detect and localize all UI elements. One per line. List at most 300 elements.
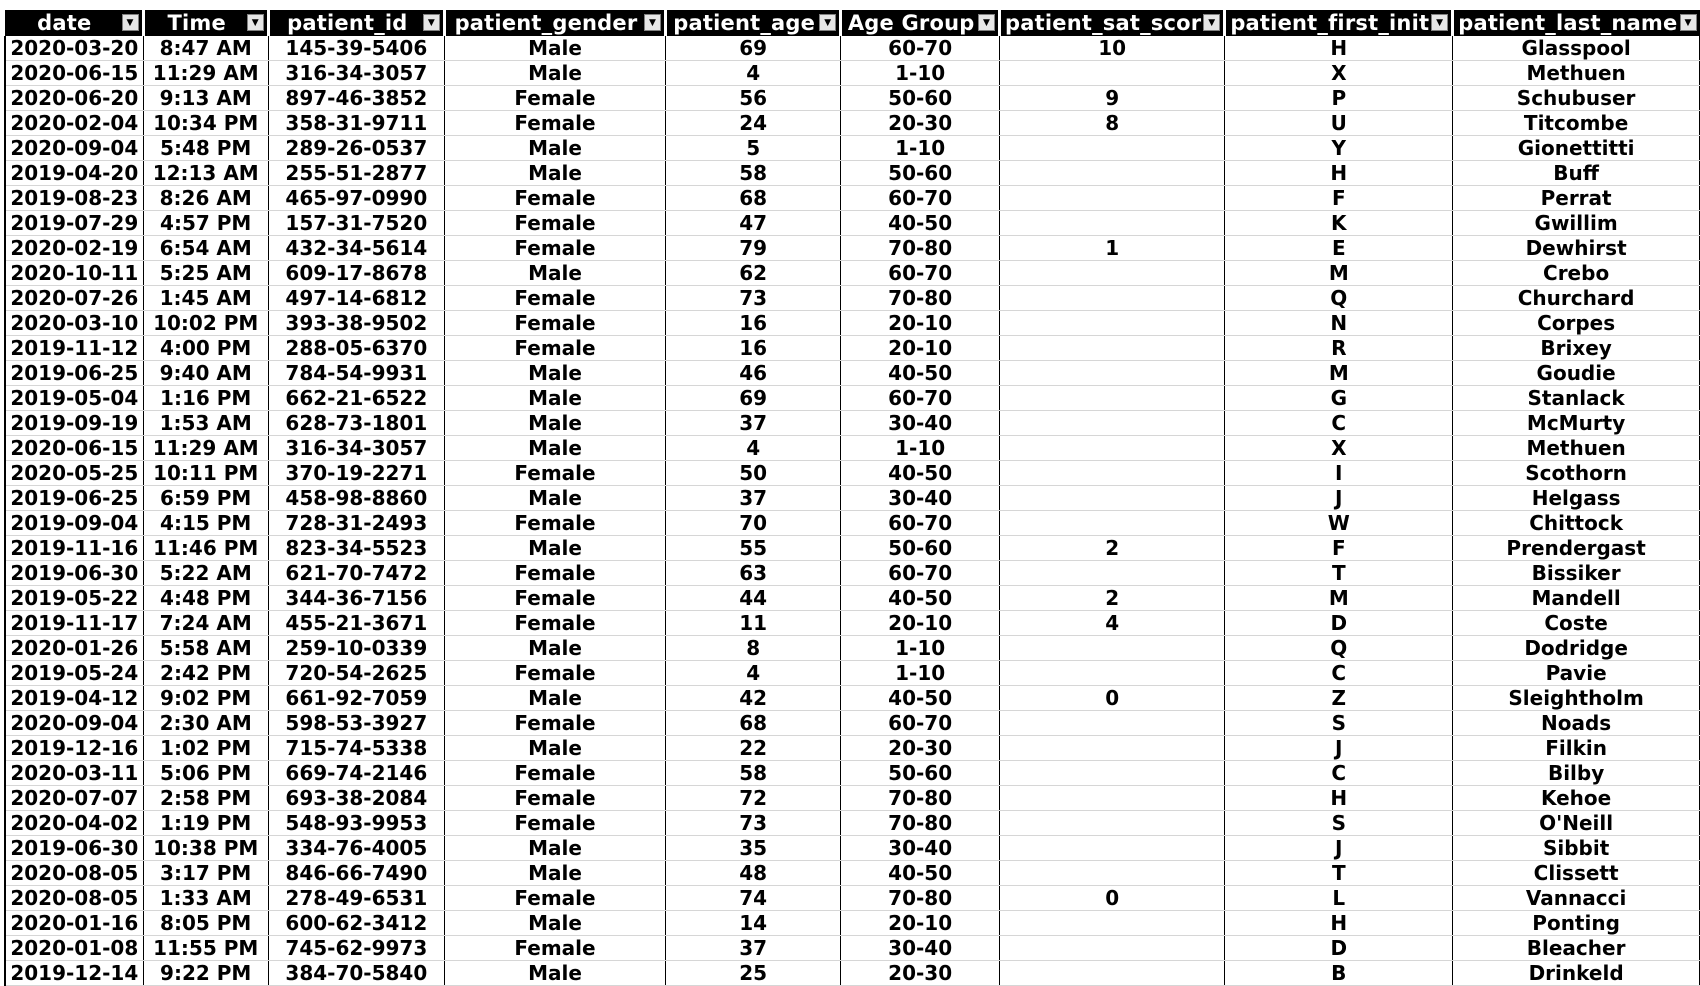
column-header-time[interactable] (143, 10, 268, 36)
cell-gender[interactable]: Female (444, 186, 665, 211)
cell-date[interactable]: 2019-04-12 (5, 686, 143, 711)
cell-gender[interactable]: Female (444, 336, 665, 361)
cell-age[interactable]: 47 (666, 211, 841, 236)
cell-time[interactable]: 6:59 PM (143, 486, 268, 511)
cell-first-initial[interactable]: R (1225, 336, 1453, 361)
cell-sat-score[interactable] (1000, 636, 1225, 661)
cell-age-group[interactable]: 1-10 (841, 636, 1000, 661)
cell-last-name[interactable]: Glasspool (1453, 36, 1700, 61)
cell-date[interactable]: 2020-09-04 (5, 136, 143, 161)
cell-age[interactable]: 62 (666, 261, 841, 286)
cell-gender[interactable]: Female (444, 786, 665, 811)
cell-patient-id[interactable]: 600-62-3412 (268, 911, 444, 936)
cell-age[interactable]: 79 (666, 236, 841, 261)
cell-time[interactable]: 11:55 PM (143, 936, 268, 961)
cell-sat-score[interactable] (1000, 711, 1225, 736)
cell-date[interactable]: 2020-06-15 (5, 436, 143, 461)
cell-first-initial[interactable]: X (1225, 61, 1453, 86)
cell-last-name[interactable]: Perrat (1453, 186, 1700, 211)
cell-time[interactable]: 9:40 AM (143, 361, 268, 386)
cell-age[interactable]: 50 (666, 461, 841, 486)
cell-gender[interactable]: Female (444, 111, 665, 136)
cell-patient-id[interactable]: 384-70-5840 (268, 961, 444, 986)
cell-patient-id[interactable]: 745-62-9973 (268, 936, 444, 961)
cell-first-initial[interactable]: B (1225, 961, 1453, 986)
cell-sat-score[interactable] (1000, 436, 1225, 461)
cell-gender[interactable]: Female (444, 886, 665, 911)
cell-gender[interactable]: Female (444, 661, 665, 686)
cell-time[interactable]: 5:22 AM (143, 561, 268, 586)
column-header-gender[interactable] (444, 10, 665, 36)
cell-time[interactable]: 9:13 AM (143, 86, 268, 111)
cell-last-name[interactable]: Filkin (1453, 736, 1700, 761)
cell-age[interactable]: 4 (666, 661, 841, 686)
cell-patient-id[interactable]: 316-34-3057 (268, 61, 444, 86)
cell-age-group[interactable]: 60-70 (841, 36, 1000, 61)
cell-first-initial[interactable]: Z (1225, 686, 1453, 711)
cell-first-initial[interactable]: H (1225, 911, 1453, 936)
cell-date[interactable]: 2019-08-23 (5, 186, 143, 211)
cell-age-group[interactable]: 1-10 (841, 661, 1000, 686)
cell-gender[interactable]: Male (444, 436, 665, 461)
cell-last-name[interactable]: Stanlack (1453, 386, 1700, 411)
cell-date[interactable]: 2019-05-24 (5, 661, 143, 686)
cell-date[interactable]: 2020-05-25 (5, 461, 143, 486)
cell-date[interactable]: 2020-04-02 (5, 811, 143, 836)
cell-first-initial[interactable]: S (1225, 711, 1453, 736)
cell-age[interactable]: 73 (666, 286, 841, 311)
column-header-last-name[interactable] (1453, 10, 1700, 36)
cell-last-name[interactable]: Gionettitti (1453, 136, 1700, 161)
cell-age[interactable]: 74 (666, 886, 841, 911)
cell-age[interactable]: 37 (666, 486, 841, 511)
cell-age[interactable]: 68 (666, 186, 841, 211)
cell-sat-score[interactable]: 2 (1000, 536, 1225, 561)
cell-first-initial[interactable]: L (1225, 886, 1453, 911)
cell-sat-score[interactable] (1000, 186, 1225, 211)
cell-date[interactable]: 2019-12-16 (5, 736, 143, 761)
cell-last-name[interactable]: Chittock (1453, 511, 1700, 536)
cell-sat-score[interactable] (1000, 161, 1225, 186)
cell-first-initial[interactable]: C (1225, 411, 1453, 436)
cell-age[interactable]: 16 (666, 311, 841, 336)
cell-gender[interactable]: Female (444, 586, 665, 611)
cell-sat-score[interactable] (1000, 836, 1225, 861)
cell-time[interactable]: 3:17 PM (143, 861, 268, 886)
cell-sat-score[interactable] (1000, 811, 1225, 836)
cell-time[interactable]: 1:45 AM (143, 286, 268, 311)
cell-time[interactable]: 10:11 PM (143, 461, 268, 486)
cell-last-name[interactable]: Prendergast (1453, 536, 1700, 561)
cell-gender[interactable]: Female (444, 561, 665, 586)
cell-date[interactable]: 2019-05-04 (5, 386, 143, 411)
cell-time[interactable]: 11:29 AM (143, 61, 268, 86)
cell-gender[interactable]: Male (444, 136, 665, 161)
cell-last-name[interactable]: Goudie (1453, 361, 1700, 386)
cell-last-name[interactable]: Clissett (1453, 861, 1700, 886)
cell-first-initial[interactable]: M (1225, 361, 1453, 386)
cell-gender[interactable]: Male (444, 161, 665, 186)
cell-first-initial[interactable]: Q (1225, 636, 1453, 661)
cell-patient-id[interactable]: 497-14-6812 (268, 286, 444, 311)
cell-time[interactable]: 10:02 PM (143, 311, 268, 336)
cell-date[interactable]: 2020-02-04 (5, 111, 143, 136)
cell-age-group[interactable]: 50-60 (841, 161, 1000, 186)
cell-first-initial[interactable]: J (1225, 736, 1453, 761)
cell-date[interactable]: 2020-01-08 (5, 936, 143, 961)
cell-patient-id[interactable]: 720-54-2625 (268, 661, 444, 686)
cell-last-name[interactable]: Ponting (1453, 911, 1700, 936)
cell-date[interactable]: 2019-05-22 (5, 586, 143, 611)
cell-sat-score[interactable] (1000, 761, 1225, 786)
cell-patient-id[interactable]: 669-74-2146 (268, 761, 444, 786)
cell-last-name[interactable]: Sleightholm (1453, 686, 1700, 711)
cell-gender[interactable]: Male (444, 636, 665, 661)
cell-last-name[interactable]: Sibbit (1453, 836, 1700, 861)
cell-age-group[interactable]: 70-80 (841, 286, 1000, 311)
cell-date[interactable]: 2020-08-05 (5, 861, 143, 886)
cell-patient-id[interactable]: 145-39-5406 (268, 36, 444, 61)
cell-time[interactable]: 1:16 PM (143, 386, 268, 411)
cell-age[interactable]: 4 (666, 61, 841, 86)
filter-dropdown-icon[interactable]: ▼ (1431, 14, 1448, 31)
cell-age-group[interactable]: 60-70 (841, 711, 1000, 736)
cell-first-initial[interactable]: F (1225, 186, 1453, 211)
cell-sat-score[interactable] (1000, 61, 1225, 86)
cell-gender[interactable]: Female (444, 811, 665, 836)
cell-age[interactable]: 22 (666, 736, 841, 761)
cell-sat-score[interactable] (1000, 961, 1225, 986)
cell-age[interactable]: 56 (666, 86, 841, 111)
cell-age-group[interactable]: 60-70 (841, 386, 1000, 411)
cell-age[interactable]: 37 (666, 936, 841, 961)
cell-age[interactable]: 69 (666, 36, 841, 61)
cell-patient-id[interactable]: 846-66-7490 (268, 861, 444, 886)
cell-patient-id[interactable]: 662-21-6522 (268, 386, 444, 411)
filter-dropdown-icon[interactable]: ▼ (247, 14, 264, 31)
cell-sat-score[interactable] (1000, 411, 1225, 436)
cell-patient-id[interactable]: 897-46-3852 (268, 86, 444, 111)
cell-sat-score[interactable]: 9 (1000, 86, 1225, 111)
cell-first-initial[interactable]: M (1225, 586, 1453, 611)
cell-time[interactable]: 2:58 PM (143, 786, 268, 811)
cell-age[interactable]: 14 (666, 911, 841, 936)
cell-sat-score[interactable] (1000, 661, 1225, 686)
cell-patient-id[interactable]: 455-21-3671 (268, 611, 444, 636)
cell-first-initial[interactable]: H (1225, 161, 1453, 186)
cell-patient-id[interactable]: 598-53-3927 (268, 711, 444, 736)
cell-gender[interactable]: Male (444, 61, 665, 86)
cell-gender[interactable]: Male (444, 736, 665, 761)
cell-time[interactable]: 9:02 PM (143, 686, 268, 711)
cell-patient-id[interactable]: 259-10-0339 (268, 636, 444, 661)
cell-last-name[interactable]: Coste (1453, 611, 1700, 636)
cell-patient-id[interactable]: 358-31-9711 (268, 111, 444, 136)
cell-patient-id[interactable]: 548-93-9953 (268, 811, 444, 836)
cell-last-name[interactable]: Churchard (1453, 286, 1700, 311)
cell-time[interactable]: 11:46 PM (143, 536, 268, 561)
cell-patient-id[interactable]: 432-34-5614 (268, 236, 444, 261)
cell-first-initial[interactable]: G (1225, 386, 1453, 411)
cell-date[interactable]: 2020-03-11 (5, 761, 143, 786)
cell-age-group[interactable]: 60-70 (841, 261, 1000, 286)
cell-time[interactable]: 1:33 AM (143, 886, 268, 911)
cell-time[interactable]: 5:48 PM (143, 136, 268, 161)
cell-gender[interactable]: Female (444, 511, 665, 536)
cell-patient-id[interactable]: 728-31-2493 (268, 511, 444, 536)
cell-date[interactable]: 2020-06-15 (5, 61, 143, 86)
cell-first-initial[interactable]: D (1225, 936, 1453, 961)
cell-gender[interactable]: Male (444, 261, 665, 286)
cell-age-group[interactable]: 20-30 (841, 736, 1000, 761)
cell-last-name[interactable]: Dodridge (1453, 636, 1700, 661)
cell-gender[interactable]: Male (444, 961, 665, 986)
cell-age-group[interactable]: 70-80 (841, 886, 1000, 911)
cell-age-group[interactable]: 20-10 (841, 336, 1000, 361)
cell-sat-score[interactable] (1000, 511, 1225, 536)
cell-time[interactable]: 1:02 PM (143, 736, 268, 761)
cell-age[interactable]: 24 (666, 111, 841, 136)
cell-date[interactable]: 2019-11-12 (5, 336, 143, 361)
cell-date[interactable]: 2019-11-16 (5, 536, 143, 561)
cell-gender[interactable]: Male (444, 536, 665, 561)
cell-date[interactable]: 2019-06-25 (5, 486, 143, 511)
cell-gender[interactable]: Male (444, 36, 665, 61)
cell-first-initial[interactable]: C (1225, 661, 1453, 686)
cell-first-initial[interactable]: X (1225, 436, 1453, 461)
cell-first-initial[interactable]: M (1225, 261, 1453, 286)
cell-time[interactable]: 10:38 PM (143, 836, 268, 861)
cell-last-name[interactable]: Schubuser (1453, 86, 1700, 111)
cell-first-initial[interactable]: S (1225, 811, 1453, 836)
cell-age-group[interactable]: 20-10 (841, 911, 1000, 936)
cell-age-group[interactable]: 40-50 (841, 361, 1000, 386)
cell-time[interactable]: 5:58 AM (143, 636, 268, 661)
cell-patient-id[interactable]: 344-36-7156 (268, 586, 444, 611)
cell-age-group[interactable]: 1-10 (841, 436, 1000, 461)
cell-age[interactable]: 48 (666, 861, 841, 886)
cell-last-name[interactable]: Kehoe (1453, 786, 1700, 811)
cell-time[interactable]: 9:22 PM (143, 961, 268, 986)
cell-time[interactable]: 4:15 PM (143, 511, 268, 536)
cell-age[interactable]: 42 (666, 686, 841, 711)
cell-age[interactable]: 70 (666, 511, 841, 536)
cell-sat-score[interactable]: 0 (1000, 686, 1225, 711)
cell-sat-score[interactable]: 4 (1000, 611, 1225, 636)
cell-date[interactable]: 2019-04-20 (5, 161, 143, 186)
cell-last-name[interactable]: Crebo (1453, 261, 1700, 286)
cell-age[interactable]: 63 (666, 561, 841, 586)
cell-time[interactable]: 6:54 AM (143, 236, 268, 261)
cell-time[interactable]: 4:00 PM (143, 336, 268, 361)
cell-sat-score[interactable]: 8 (1000, 111, 1225, 136)
cell-date[interactable]: 2020-09-04 (5, 711, 143, 736)
cell-last-name[interactable]: McMurty (1453, 411, 1700, 436)
cell-date[interactable]: 2020-10-11 (5, 261, 143, 286)
cell-time[interactable]: 4:48 PM (143, 586, 268, 611)
cell-patient-id[interactable]: 784-54-9931 (268, 361, 444, 386)
cell-gender[interactable]: Female (444, 611, 665, 636)
cell-last-name[interactable]: Drinkeld (1453, 961, 1700, 986)
cell-gender[interactable]: Female (444, 86, 665, 111)
cell-gender[interactable]: Male (444, 686, 665, 711)
cell-age-group[interactable]: 40-50 (841, 686, 1000, 711)
cell-first-initial[interactable]: T (1225, 561, 1453, 586)
cell-first-initial[interactable]: U (1225, 111, 1453, 136)
cell-patient-id[interactable]: 289-26-0537 (268, 136, 444, 161)
cell-date[interactable]: 2019-09-04 (5, 511, 143, 536)
cell-sat-score[interactable] (1000, 461, 1225, 486)
cell-first-initial[interactable]: C (1225, 761, 1453, 786)
cell-patient-id[interactable]: 693-38-2084 (268, 786, 444, 811)
cell-age[interactable]: 68 (666, 711, 841, 736)
cell-first-initial[interactable]: E (1225, 236, 1453, 261)
cell-age-group[interactable]: 30-40 (841, 486, 1000, 511)
cell-sat-score[interactable] (1000, 861, 1225, 886)
cell-sat-score[interactable] (1000, 136, 1225, 161)
cell-sat-score[interactable]: 0 (1000, 886, 1225, 911)
cell-gender[interactable]: Male (444, 911, 665, 936)
cell-last-name[interactable]: Brixey (1453, 336, 1700, 361)
cell-last-name[interactable]: Mandell (1453, 586, 1700, 611)
cell-first-initial[interactable]: H (1225, 786, 1453, 811)
cell-sat-score[interactable] (1000, 936, 1225, 961)
cell-time[interactable]: 7:24 AM (143, 611, 268, 636)
cell-patient-id[interactable]: 334-76-4005 (268, 836, 444, 861)
cell-gender[interactable]: Female (444, 211, 665, 236)
cell-date[interactable]: 2019-06-30 (5, 561, 143, 586)
cell-date[interactable]: 2020-01-26 (5, 636, 143, 661)
cell-first-initial[interactable]: I (1225, 461, 1453, 486)
cell-time[interactable]: 5:06 PM (143, 761, 268, 786)
cell-first-initial[interactable]: D (1225, 611, 1453, 636)
cell-time[interactable]: 12:13 AM (143, 161, 268, 186)
cell-date[interactable]: 2019-07-29 (5, 211, 143, 236)
cell-time[interactable]: 4:57 PM (143, 211, 268, 236)
cell-age-group[interactable]: 60-70 (841, 511, 1000, 536)
cell-age-group[interactable]: 20-30 (841, 111, 1000, 136)
cell-age-group[interactable]: 20-10 (841, 311, 1000, 336)
cell-sat-score[interactable] (1000, 486, 1225, 511)
cell-age[interactable]: 8 (666, 636, 841, 661)
cell-time[interactable]: 1:19 PM (143, 811, 268, 836)
cell-patient-id[interactable]: 621-70-7472 (268, 561, 444, 586)
cell-gender[interactable]: Female (444, 286, 665, 311)
cell-patient-id[interactable]: 823-34-5523 (268, 536, 444, 561)
cell-age-group[interactable]: 30-40 (841, 836, 1000, 861)
cell-first-initial[interactable]: F (1225, 536, 1453, 561)
cell-time[interactable]: 2:30 AM (143, 711, 268, 736)
cell-age[interactable]: 5 (666, 136, 841, 161)
cell-first-initial[interactable]: W (1225, 511, 1453, 536)
cell-age-group[interactable]: 40-50 (841, 211, 1000, 236)
cell-gender[interactable]: Female (444, 761, 665, 786)
cell-age-group[interactable]: 70-80 (841, 236, 1000, 261)
cell-sat-score[interactable] (1000, 911, 1225, 936)
cell-sat-score[interactable] (1000, 336, 1225, 361)
cell-last-name[interactable]: Methuen (1453, 61, 1700, 86)
cell-time[interactable]: 8:47 AM (143, 36, 268, 61)
cell-gender[interactable]: Female (444, 461, 665, 486)
column-header-first-initial[interactable] (1225, 10, 1453, 36)
cell-first-initial[interactable]: K (1225, 211, 1453, 236)
cell-time[interactable]: 11:29 AM (143, 436, 268, 461)
column-header-date[interactable] (5, 10, 143, 36)
cell-first-initial[interactable]: H (1225, 36, 1453, 61)
cell-age-group[interactable]: 70-80 (841, 786, 1000, 811)
cell-sat-score[interactable] (1000, 386, 1225, 411)
cell-age[interactable]: 4 (666, 436, 841, 461)
cell-age-group[interactable]: 30-40 (841, 936, 1000, 961)
cell-date[interactable]: 2019-12-14 (5, 961, 143, 986)
cell-sat-score[interactable] (1000, 311, 1225, 336)
cell-patient-id[interactable]: 715-74-5338 (268, 736, 444, 761)
cell-sat-score[interactable] (1000, 786, 1225, 811)
cell-last-name[interactable]: Helgass (1453, 486, 1700, 511)
cell-sat-score[interactable] (1000, 561, 1225, 586)
cell-patient-id[interactable]: 661-92-7059 (268, 686, 444, 711)
cell-age[interactable]: 37 (666, 411, 841, 436)
cell-first-initial[interactable]: P (1225, 86, 1453, 111)
cell-age-group[interactable]: 50-60 (841, 86, 1000, 111)
cell-age-group[interactable]: 50-60 (841, 761, 1000, 786)
cell-first-initial[interactable]: N (1225, 311, 1453, 336)
cell-last-name[interactable]: Pavie (1453, 661, 1700, 686)
cell-first-initial[interactable]: T (1225, 861, 1453, 886)
cell-time[interactable]: 8:26 AM (143, 186, 268, 211)
cell-patient-id[interactable]: 370-19-2271 (268, 461, 444, 486)
cell-last-name[interactable]: Dewhirst (1453, 236, 1700, 261)
cell-age-group[interactable]: 50-60 (841, 536, 1000, 561)
cell-last-name[interactable]: Corpes (1453, 311, 1700, 336)
cell-age[interactable]: 25 (666, 961, 841, 986)
cell-first-initial[interactable]: Y (1225, 136, 1453, 161)
cell-date[interactable]: 2019-06-25 (5, 361, 143, 386)
cell-date[interactable]: 2020-02-19 (5, 236, 143, 261)
filter-dropdown-icon[interactable]: ▼ (1680, 14, 1697, 31)
cell-last-name[interactable]: O'Neill (1453, 811, 1700, 836)
cell-age-group[interactable]: 30-40 (841, 411, 1000, 436)
filter-dropdown-icon[interactable]: ▼ (122, 14, 139, 31)
cell-sat-score[interactable]: 2 (1000, 586, 1225, 611)
cell-age[interactable]: 44 (666, 586, 841, 611)
cell-date[interactable]: 2019-06-30 (5, 836, 143, 861)
cell-patient-id[interactable]: 465-97-0990 (268, 186, 444, 211)
cell-sat-score[interactable] (1000, 736, 1225, 761)
filter-dropdown-icon[interactable]: ▼ (978, 14, 995, 31)
cell-age[interactable]: 58 (666, 761, 841, 786)
cell-age[interactable]: 35 (666, 836, 841, 861)
cell-date[interactable]: 2019-09-19 (5, 411, 143, 436)
cell-gender[interactable]: Female (444, 711, 665, 736)
cell-time[interactable]: 5:25 AM (143, 261, 268, 286)
cell-age[interactable]: 55 (666, 536, 841, 561)
cell-gender[interactable]: Female (444, 936, 665, 961)
column-header-age-group[interactable] (841, 10, 1000, 36)
cell-last-name[interactable]: Titcombe (1453, 111, 1700, 136)
cell-sat-score[interactable] (1000, 211, 1225, 236)
cell-sat-score[interactable] (1000, 286, 1225, 311)
cell-age[interactable]: 73 (666, 811, 841, 836)
cell-patient-id[interactable]: 157-31-7520 (268, 211, 444, 236)
cell-gender[interactable]: Male (444, 486, 665, 511)
filter-dropdown-icon[interactable]: ▼ (819, 14, 836, 31)
cell-patient-id[interactable]: 255-51-2877 (268, 161, 444, 186)
cell-last-name[interactable]: Bilby (1453, 761, 1700, 786)
cell-patient-id[interactable]: 393-38-9502 (268, 311, 444, 336)
cell-last-name[interactable]: Bleacher (1453, 936, 1700, 961)
cell-age-group[interactable]: 40-50 (841, 861, 1000, 886)
